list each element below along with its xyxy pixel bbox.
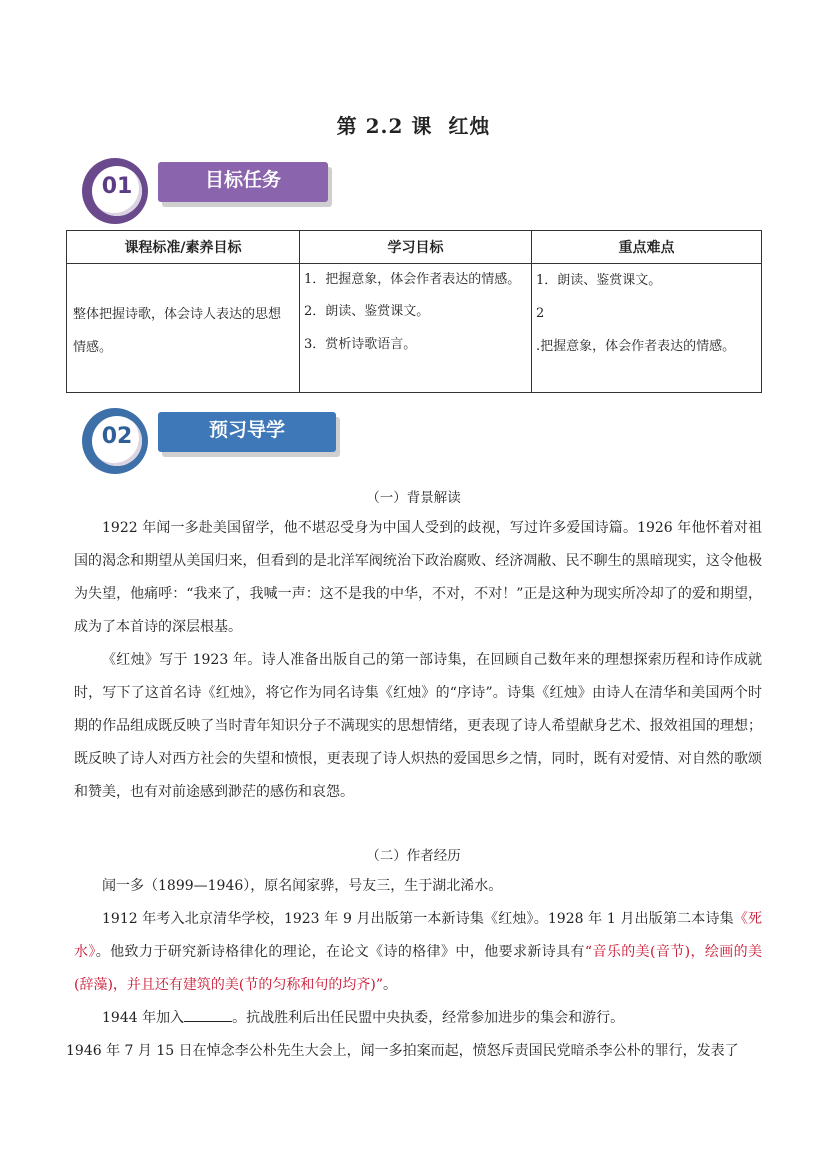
section-label: 预习导学 bbox=[208, 419, 285, 441]
cell-key-points bbox=[532, 264, 762, 393]
key-item: 1．朗读、鉴赏课文。 bbox=[536, 273, 662, 288]
background-heading: （一）背景解读 bbox=[366, 490, 461, 506]
paragraph: 1912 年考入北京清华学校，1923 年 9 月出版第一本新诗集《红烛》。1928 年 1 月出版第二本诗集《死水》。他致力于研究新诗格律化的理论，在论文《诗的格律》中，他要求新诗具有“音乐的美(音节)，绘画的美(辞藻)，并且还有建筑的美(节的匀称和句的均齐)”。 bbox=[74, 911, 763, 993]
cell-standard: 整体把握诗歌，体会诗人表达的思想情感。 bbox=[67, 264, 300, 393]
table-row bbox=[67, 264, 762, 393]
goal-item: 3．赏析诗歌语言。 bbox=[304, 337, 417, 352]
lesson-name: 红烛 bbox=[448, 114, 491, 138]
highlight-text: “音乐的美(音节)，绘画的美(辞藻)，并且还有建筑的美(节的匀称和句的均齐)” bbox=[74, 944, 763, 993]
author-text bbox=[74, 870, 762, 1035]
key-item: .把握意象，体会作者表达的情感。 bbox=[536, 339, 736, 354]
section-number: 01 bbox=[101, 174, 133, 199]
lesson-number: 第 2.2 课 bbox=[336, 114, 433, 138]
key-item: 2 bbox=[536, 306, 545, 321]
paragraph: 1946 年 7 月 15 日在悼念李公朴先生大会上，闻一多拍案而起，愤怒斥责国民党暗杀李公朴的罪行，发表了 bbox=[66, 1043, 739, 1059]
author-text-continued bbox=[66, 1035, 764, 1068]
section-banner-preview bbox=[82, 408, 352, 468]
table-header-row bbox=[67, 231, 762, 264]
page-title bbox=[0, 110, 827, 139]
header-goals: 学习目标 bbox=[300, 231, 532, 264]
section-banner-goals bbox=[82, 158, 342, 218]
goal-item: 2．朗读、鉴赏课文。 bbox=[304, 304, 430, 319]
section-number: 02 bbox=[101, 424, 133, 449]
paragraph: 《红烛》写于 1923 年。诗人准备出版自己的第一部诗集，在回顾自己数年来的理想探索历程和诗作成就时，写下了这首名诗《红烛》，将它作为同名诗集《红烛》的“序诗”。诗集《红烛》由诗人在清华和美国两个时期的作品组成既反映了当时青年知识分子不满现实的思想情绪，更表现了诗人希望献身艺术、报效祖国的理想；既反映了诗人对西方社会的失望和愤恨，更表现了诗人炽热的爱国思乡之情，同时，既有对爱情、对自然的歌颂和赞美，也有对前途感到渺茫的感伤和哀怨。 bbox=[74, 652, 762, 800]
cell-goals bbox=[300, 264, 532, 393]
section-label-bar bbox=[158, 162, 328, 202]
paragraph: 闻一多（1899—1946），原名闻家骅，号友三，生于湖北浠水。 bbox=[102, 878, 503, 894]
goal-item: 1．把握意象，体会作者表达的情感。 bbox=[304, 272, 521, 287]
highlight-text: 《死水》 bbox=[74, 911, 762, 960]
paragraph: 1922 年闻一多赴美国留学，他不堪忍受身为中国人受到的歧视，写过许多爱国诗篇。1926 年他怀着对祖国的渴念和期望从美国归来，但看到的是北洋军阀统治下政治腐败、经济凋敝、民不聊生的黑暗现实，这令他极为失望，他痛呼：“我来了，我喊一声：这不是我的中华，不对，不对！”正是这种为现实所冷却了的爱和期望，成为了本首诗的深层根基。 bbox=[74, 520, 762, 635]
header-key-points: 重点难点 bbox=[532, 231, 762, 264]
paragraph: 1944 年加入 。抗战胜利后出任民盟中央执委，经常参加进步的集会和游行。 bbox=[74, 1002, 762, 1035]
fill-in-blank[interactable] bbox=[184, 1007, 232, 1022]
section-label: 目标任务 bbox=[204, 169, 281, 191]
background-text bbox=[74, 512, 762, 809]
goals-table bbox=[66, 230, 762, 393]
header-standard: 课程标准/素养目标 bbox=[67, 231, 300, 264]
section-label-bar bbox=[158, 412, 336, 452]
author-heading: （二）作者经历 bbox=[366, 848, 461, 864]
